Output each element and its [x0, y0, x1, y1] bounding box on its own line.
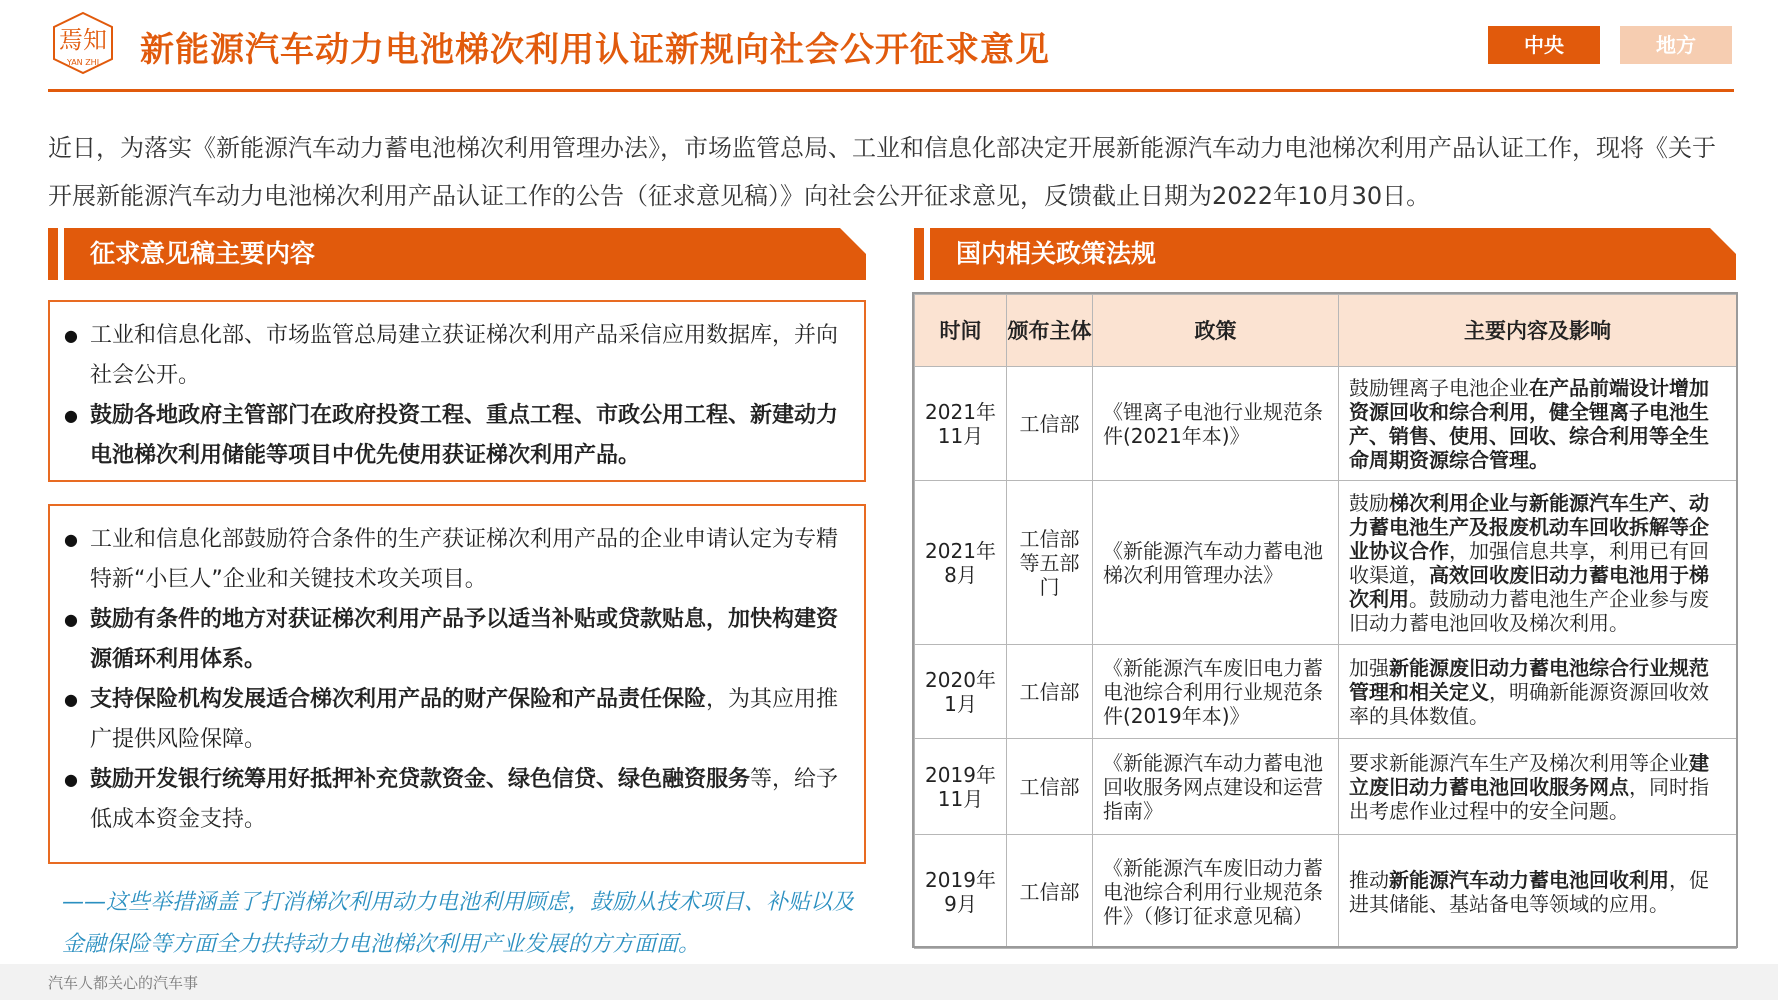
cell-time: 2019年11月	[915, 739, 1007, 835]
table-row	[915, 739, 1737, 835]
cell-issuer: 工信部	[1007, 367, 1093, 481]
content-emphasis: 梯次利用企业与新能源汽车生产、动力蓄电池生产及报废机动车回收拆解等企业协议合作	[1349, 490, 1709, 563]
table-row	[915, 835, 1737, 949]
content-text: 要求新能源汽车生产及梯次利用等企业	[1349, 750, 1689, 775]
list-item-normal: 等，给予低成本资金支持。	[90, 767, 839, 832]
cell-policy: 《新能源汽车动力蓄电池梯次利用管理办法》	[1093, 481, 1339, 645]
list-item	[64, 396, 846, 476]
draft-content-box-2	[48, 504, 866, 864]
list-item-normal: ，为其应用推广提供风险保障。	[90, 687, 839, 752]
column-header-issuer: 颁布主体	[1007, 295, 1093, 367]
list-item-text: 工业和信息化部、市场监管总局建立获证梯次利用产品采信应用数据库，并向社会公开。	[90, 323, 839, 388]
list-item	[64, 316, 846, 396]
cell-time: 2019年9月	[915, 835, 1007, 949]
bullet-icon: ●	[64, 406, 78, 425]
column-header-content: 主要内容及影响	[1339, 295, 1737, 367]
draft-content-box-1	[48, 300, 866, 482]
content-emphasis: 新能源汽车动力蓄电池回收利用	[1389, 867, 1669, 892]
cell-time: 2020年1月	[915, 645, 1007, 739]
section-accent	[914, 228, 924, 280]
bullet-icon: ●	[64, 770, 78, 789]
logo-mark: 焉知	[59, 26, 107, 54]
content-text: 加强	[1349, 655, 1389, 680]
content-emphasis: 高效回收废旧动力蓄电池用于梯次利用	[1349, 562, 1709, 611]
header-divider	[48, 89, 1734, 92]
content-emphasis: 在产品前端设计增加资源回收和综合利用，健全锂离子电池生产、销售、使用、回收、综合利用等全生命周期资源综合管理。	[1349, 375, 1709, 472]
content-text: 推动	[1349, 867, 1389, 892]
bullet-icon: ●	[64, 690, 78, 709]
list-item-bold: 鼓励有条件的地方对获证梯次利用产品予以适当补贴或贷款贴息，加快构建资源循环利用体系。	[90, 607, 839, 672]
column-header-time: 时间	[915, 295, 1007, 367]
policy-table	[914, 294, 1737, 949]
logo-subtext: YAN ZHI	[66, 58, 100, 67]
column-header-policy: 政策	[1093, 295, 1339, 367]
intro-paragraph: 近日，为落实《新能源汽车动力蓄电池梯次利用管理办法》，市场监管总局、工业和信息化部决定开展新能源汽车动力电池梯次利用产品认证工作，现将《关于开展新能源汽车动力电池梯次利用产品认证工作的公告（征求意见稿）》向社会公开征求意见，反馈截止日期为2022年10月30日。	[48, 134, 1716, 210]
page-title: 新能源汽车动力电池梯次利用认证新规向社会公开征求意见	[140, 30, 1050, 70]
list-item-text	[90, 600, 846, 680]
content-emphasis: 建立废旧动力蓄电池回收服务网点	[1349, 750, 1709, 799]
list-item	[64, 520, 846, 600]
section-header-domestic-policies	[914, 228, 1736, 280]
content-emphasis: 新能源废旧动力蓄电池综合行业规范管理和相关定义	[1349, 655, 1709, 704]
cell-content	[1339, 645, 1737, 739]
cell-issuer: 工信部	[1007, 739, 1093, 835]
cell-policy: 《新能源汽车废旧动力蓄电池综合利用行业规范条件》（修订征求意见稿）	[1093, 835, 1339, 949]
list-item-bold: 支持保险机构发展适合梯次利用产品的财产保险和产品责任保险	[90, 687, 707, 712]
bullet-icon: ●	[64, 326, 78, 345]
table-row	[915, 367, 1737, 481]
footer-bar	[0, 964, 1778, 1000]
list-item	[64, 680, 846, 760]
cell-issuer: 工信部	[1007, 645, 1093, 739]
cell-content	[1339, 835, 1737, 949]
cell-time: 2021年8月	[915, 481, 1007, 645]
yanzhi-logo	[48, 10, 118, 76]
cell-time: 2021年11月	[915, 367, 1007, 481]
content-text: ，同时指出考虑作业过程中的安全问题。	[1349, 774, 1709, 823]
table-row	[915, 481, 1737, 645]
cell-issuer: 工信部等五部门	[1007, 481, 1093, 645]
list-item-text	[90, 520, 846, 600]
cell-policy: 《新能源汽车动力蓄电池回收服务网点建设和运营指南》	[1093, 739, 1339, 835]
cell-policy: 《锂离子电池行业规范条件(2021年本)》	[1093, 367, 1339, 481]
list-item-text	[90, 680, 846, 760]
content-text: 鼓励锂离子电池企业	[1349, 375, 1529, 400]
list-item-text	[90, 760, 846, 840]
cell-content	[1339, 367, 1737, 481]
list-item-text: 鼓励各地政府主管部门在政府投资工程、重点工程、市政公用工程、新建动力电池梯次利用储能等项目中优先使用获证梯次利用产品。	[90, 403, 839, 468]
content-text: 。鼓励动力蓄电池生产企业参与废旧动力蓄电池回收及梯次利用。	[1349, 586, 1709, 635]
cell-issuer: 工信部	[1007, 835, 1093, 949]
list-item	[64, 760, 846, 840]
section-title: 国内相关政策法规	[956, 239, 1157, 268]
section-title: 征求意见稿主要内容	[90, 239, 316, 268]
cell-content	[1339, 739, 1737, 835]
list-item-normal: 工业和信息化部鼓励符合条件的生产获证梯次利用产品的企业申请认定为专精特新“小巨人”企业和关键技术攻关项目。	[90, 527, 839, 592]
list-item-bold: 鼓励开发银行统筹用好抵押补充贷款资金、绿色信贷、绿色融资服务	[90, 767, 751, 792]
list-item	[64, 600, 846, 680]
summary-note: ——这些举措涵盖了打消梯次利用动力电池利用顾虑，鼓励从技术项目、补贴以及金融保险等方面全力扶持动力电池梯次利用产业发展的方方面面。	[62, 890, 855, 957]
bullet-icon: ●	[64, 610, 78, 629]
cell-content	[1339, 481, 1737, 645]
bullet-icon: ●	[64, 530, 78, 549]
tab-central[interactable]: 中央	[1488, 26, 1600, 64]
footer-text: 汽车人都关心的汽车事	[48, 974, 199, 992]
content-text: ，促进其储能、基站备电等领域的应用。	[1349, 867, 1709, 916]
section-header-draft-contents	[48, 228, 866, 280]
content-text: 鼓励	[1349, 490, 1389, 515]
content-text: ，加强信息共享，利用已有回收渠道，	[1349, 538, 1709, 587]
table-header-row	[915, 295, 1737, 367]
tab-local[interactable]: 地方	[1620, 26, 1732, 64]
section-accent	[48, 228, 58, 280]
table-row	[915, 645, 1737, 739]
cell-policy: 《新能源汽车废旧电力蓄电池综合利用行业规范条件(2019年本)》	[1093, 645, 1339, 739]
content-text: ，明确新能源资源回收效率的具体数值。	[1349, 679, 1709, 728]
